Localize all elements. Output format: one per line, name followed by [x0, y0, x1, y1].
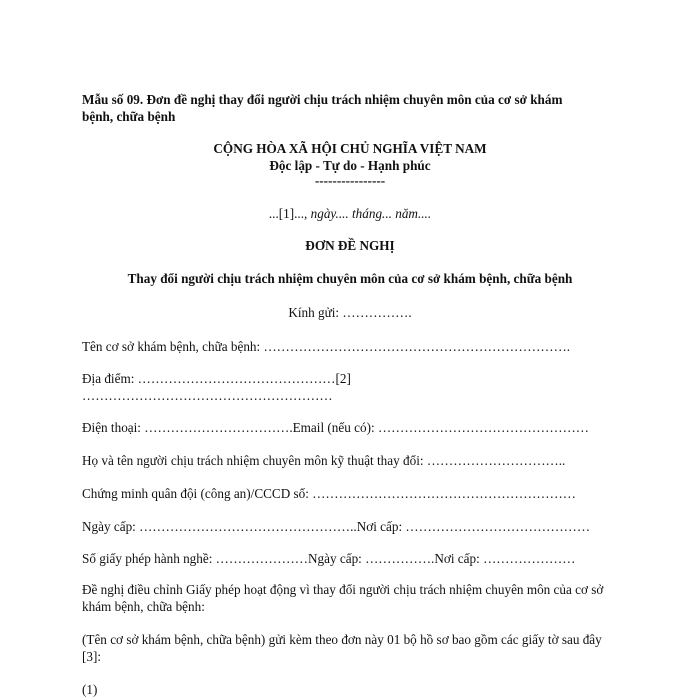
id-number-field: Chứng minh quân đội (công an)/CCCD số: ……………………………………………………: [82, 486, 576, 501]
list-item-1: (1): [82, 682, 98, 697]
place-date-line: [0, 205, 700, 222]
phone-email-field: Điện thoại: …………………………….Email (nếu có): …………………………………………: [82, 420, 589, 435]
issue-info-field: Ngày cấp: …………………………………………..Nơi cấp: ……………………………………: [82, 519, 591, 534]
motto-divider: ----------------: [314, 173, 386, 188]
document-subtitle: Thay đổi người chịu trách nhiệm chuyên môn của cơ sở khám bệnh, chữa bệnh: [127, 271, 573, 286]
request-paragraph: Đề nghị điều chỉnh Giấy phép hoạt động vì thay đổi người chịu trách nhiệm chuyên môn của cơ sở khám bệnh, chữa bệnh:: [82, 582, 604, 614]
address-field-line-1: Địa điểm: ………………………………………[2]: [82, 371, 351, 386]
license-info-field: Số giấy phép hành nghề: …………………Ngày cấp: …………….Nơi cấp: …………………: [82, 551, 576, 566]
new-person-field: Họ và tên người chịu trách nhiệm chuyên môn kỹ thuật thay đổi: …………………………..: [82, 453, 566, 468]
document-title: ĐƠN ĐỀ NGHỊ: [305, 238, 395, 253]
date-placeholder: ngày.... tháng... năm....: [310, 206, 432, 221]
attachment-paragraph: (Tên cơ sở khám bệnh, chữa bệnh) gửi kèm theo đơn này 01 bộ hồ sơ bao gồm các giấy tờ sau đây [3]:: [82, 632, 602, 664]
form-heading-line-1: Mẫu số 09. Đơn đề nghị thay đổi người chịu trách nhiệm chuyên môn của cơ sở khám: [82, 92, 563, 107]
place-placeholder: ...[1]...,: [268, 206, 311, 221]
national-title: CỘNG HÒA XÃ HỘI CHỦ NGHĨA VIỆT NAM: [213, 141, 487, 156]
addressee-line: Kính gửi: …………….: [288, 305, 412, 320]
national-motto: Độc lập - Tự do - Hạnh phúc: [269, 158, 431, 173]
address-field-line-2: …………………………………………………: [82, 388, 333, 403]
form-heading-line-2: bệnh, chữa bệnh: [82, 109, 176, 124]
facility-name-field: Tên cơ sở khám bệnh, chữa bệnh: …………………………………………………………….: [82, 339, 571, 354]
